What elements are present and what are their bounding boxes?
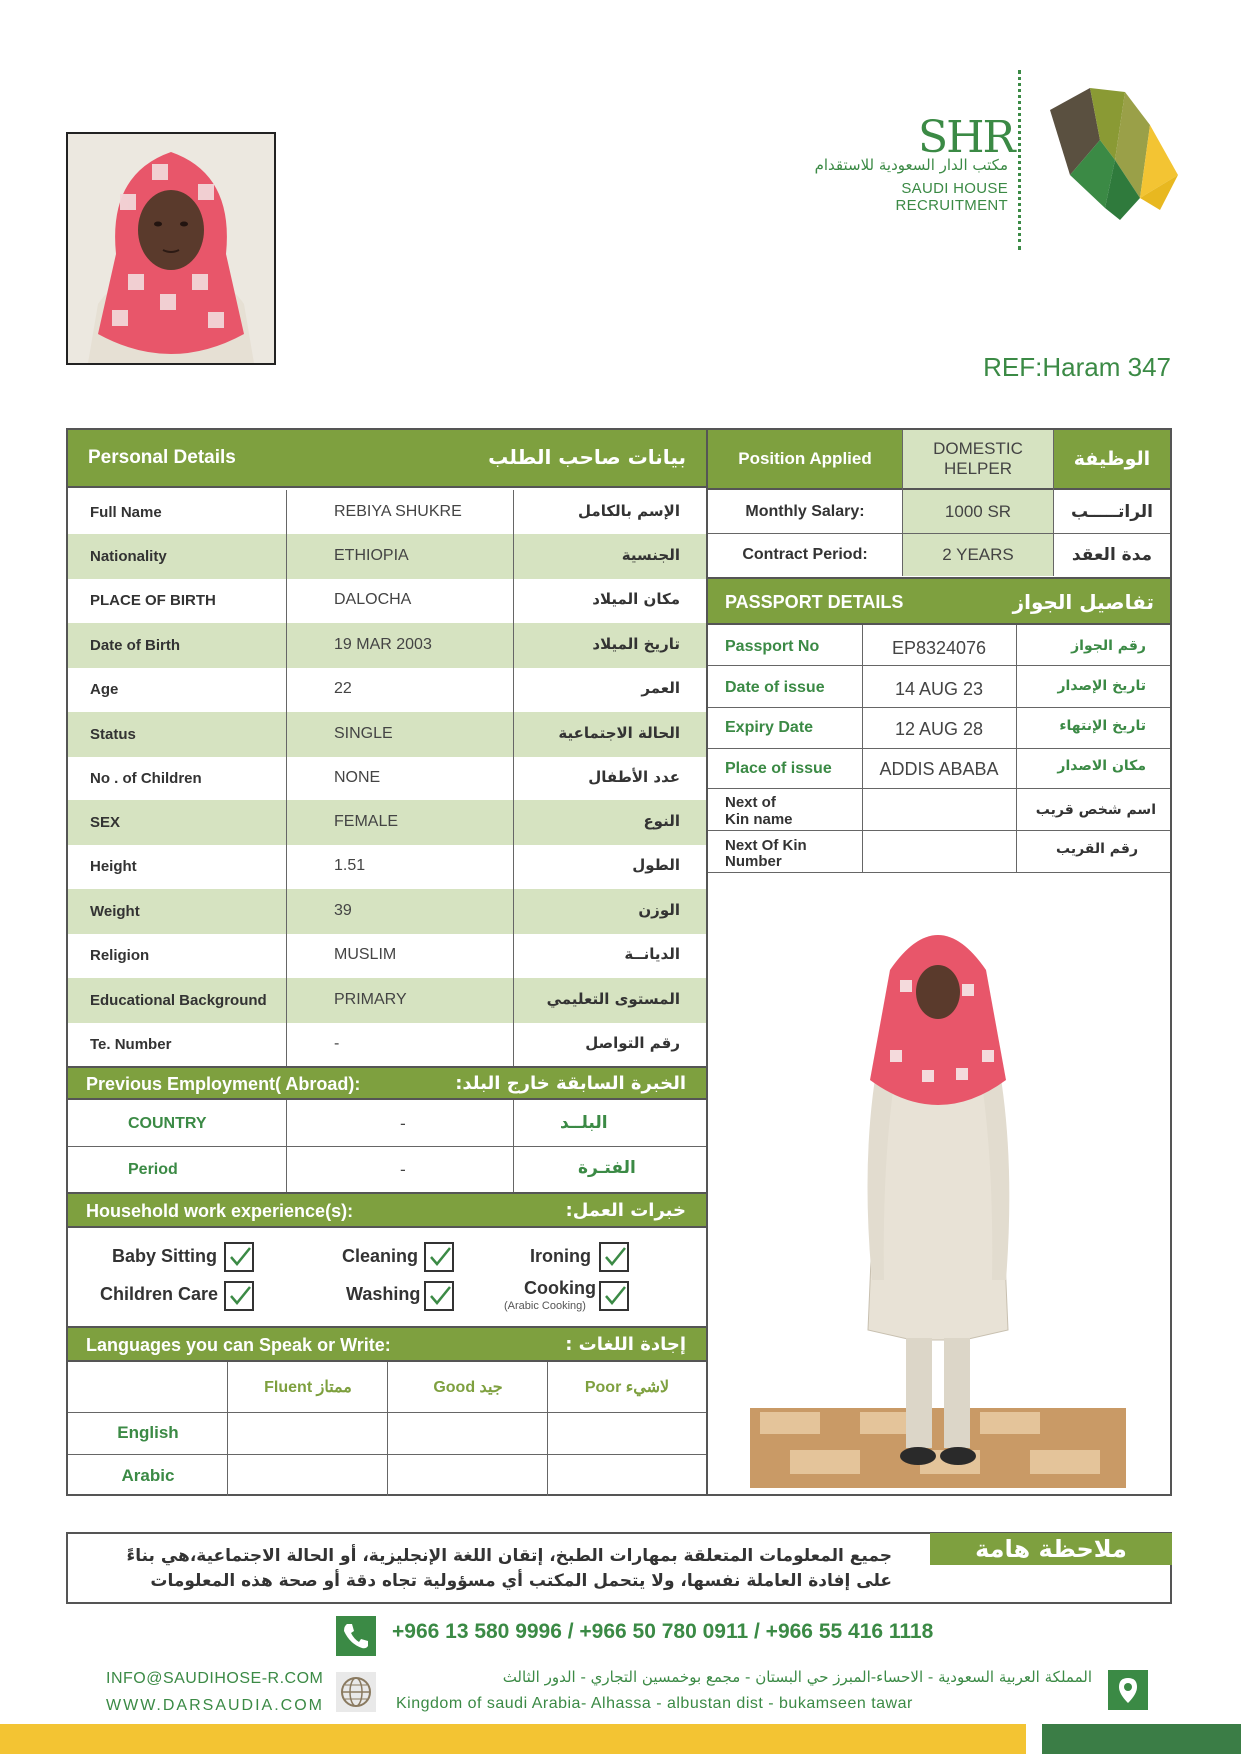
previous-period-label: Period bbox=[128, 1161, 178, 1178]
skill-ironing-checkbox[interactable] bbox=[599, 1242, 629, 1272]
language-arabic-label: Arabic bbox=[121, 1466, 175, 1485]
personal-row-nationality bbox=[68, 534, 706, 579]
field-label-ar: مكان الميلاد bbox=[592, 590, 680, 608]
field-label: Nationality bbox=[90, 548, 167, 565]
next-of-kin-number-label-line2: Number bbox=[725, 853, 782, 870]
field-label: Date of Birth bbox=[90, 637, 180, 654]
personal-row-religion bbox=[68, 933, 706, 978]
checkmark-icon bbox=[428, 1284, 452, 1308]
expiry-date-label: Expiry Date bbox=[725, 719, 814, 736]
checkmark-icon bbox=[603, 1245, 627, 1269]
contact-website[interactable]: WWW.DARSAUDIA.COM bbox=[106, 1697, 324, 1714]
monthly-salary-label: Monthly Salary: bbox=[745, 503, 865, 520]
date-of-issue-label: Date of issue bbox=[725, 679, 825, 696]
skill-cleaning-checkbox[interactable] bbox=[424, 1242, 454, 1272]
logo-mark: SHR bbox=[918, 112, 1014, 163]
date-of-issue-label-ar: تاريخ الإصدار bbox=[1057, 678, 1146, 694]
languages-title: Languages you can Speak or Write: bbox=[86, 1335, 391, 1355]
applicant-full-body-photo bbox=[750, 900, 1126, 1490]
field-value: ETHIOPIA bbox=[334, 547, 409, 564]
skill-baby-sitting-label: Baby Sitting bbox=[112, 1246, 218, 1266]
field-label: No . of Children bbox=[90, 770, 202, 787]
important-note-text bbox=[80, 1544, 892, 1594]
contact-email[interactable]: INFO@SAUDIHOSE-R.COM bbox=[106, 1670, 324, 1687]
household-header bbox=[68, 1192, 706, 1228]
field-label: Height bbox=[90, 858, 137, 875]
checkmark-icon bbox=[228, 1284, 252, 1308]
position-value-cell bbox=[903, 430, 1053, 488]
previous-employment-header bbox=[68, 1066, 706, 1100]
field-value: PRIMARY bbox=[334, 991, 407, 1008]
position-applied-label-ar: الوظيفة bbox=[1073, 448, 1151, 470]
date-of-issue-value: 14 AUG 23 bbox=[894, 679, 984, 699]
field-label-ar: العمر bbox=[641, 679, 680, 697]
field-label-ar: الجنسية bbox=[621, 546, 680, 564]
logo-english-name: SAUDI HOUSE RECRUITMENT bbox=[895, 180, 1008, 214]
previous-country-label-ar: البلــد bbox=[560, 1113, 608, 1133]
contract-label-ar-cell bbox=[1054, 534, 1170, 576]
contract-period-value: 2 YEARS bbox=[942, 545, 1014, 564]
grid-line bbox=[387, 1362, 388, 1496]
skill-ironing-label: Ironing bbox=[530, 1246, 591, 1266]
place-of-issue-value: ADDIS ABABA bbox=[879, 759, 999, 779]
place-of-issue-label: Place of issue bbox=[725, 760, 832, 777]
expiry-date-label-ar: تاريخ الإنتهاء bbox=[1059, 718, 1146, 734]
field-value: 19 MAR 2003 bbox=[334, 636, 432, 653]
address-english: Kingdom of saudi Arabia- Alhassa - albustan dist - bukamseen tawar bbox=[396, 1695, 913, 1712]
field-label-ar: الحالة الاجتماعية bbox=[558, 724, 680, 742]
next-of-kin-name-label-line1: Next of bbox=[725, 794, 776, 811]
passport-no-label-ar: رقم الجواز bbox=[1071, 638, 1146, 654]
previous-country-value: - bbox=[400, 1114, 406, 1133]
grid-line bbox=[902, 430, 903, 576]
grid-line bbox=[708, 830, 1170, 831]
field-label: Weight bbox=[90, 903, 140, 920]
grid-line bbox=[862, 625, 863, 872]
field-value: - bbox=[334, 1035, 340, 1052]
household-title: Household work experience(s): bbox=[86, 1201, 354, 1221]
position-applied-label: Position Applied bbox=[738, 449, 872, 468]
skill-cleaning-label: Cleaning bbox=[342, 1246, 419, 1266]
skill-baby-sitting-checkbox[interactable] bbox=[224, 1242, 254, 1272]
personal-row-status bbox=[68, 712, 706, 757]
personal-row-date-of-birth bbox=[68, 623, 706, 668]
contract-label-cell bbox=[708, 534, 902, 576]
field-value: MUSLIM bbox=[334, 946, 397, 963]
previous-employment-title-ar: الخبرة السابقة خارج البلد: bbox=[455, 1073, 686, 1094]
salary-label-ar-cell bbox=[1054, 490, 1170, 534]
skill-washing-checkbox[interactable] bbox=[424, 1281, 454, 1311]
passport-details-header bbox=[708, 577, 1170, 625]
grid-line bbox=[708, 872, 1170, 873]
passport-details-title: PASSPORT DETAILS bbox=[725, 592, 904, 612]
language-column-good: Good جيد bbox=[433, 1379, 503, 1396]
field-label: Status bbox=[90, 726, 136, 743]
field-value: 39 bbox=[334, 902, 352, 919]
personal-row-phone bbox=[68, 1022, 706, 1067]
field-value: DALOCHA bbox=[334, 591, 412, 608]
footer-yellow-bar bbox=[0, 1724, 1026, 1754]
personal-row-sex bbox=[68, 800, 706, 845]
personal-row-height bbox=[68, 844, 706, 889]
next-of-kin-name-label-ar: اسم شخص قريب bbox=[1035, 802, 1156, 818]
field-value: SINGLE bbox=[334, 725, 393, 742]
skill-cooking-label: Cooking bbox=[524, 1278, 596, 1298]
skill-washing-label: Washing bbox=[346, 1284, 421, 1304]
grid-line bbox=[513, 1100, 514, 1192]
personal-row-children bbox=[68, 756, 706, 801]
contract-period-label: Contract Period: bbox=[742, 546, 868, 563]
grid-line bbox=[286, 490, 287, 1066]
grid-line bbox=[1053, 430, 1054, 576]
grid-line bbox=[708, 748, 1170, 749]
field-label-ar: الديانــة bbox=[624, 945, 680, 963]
personal-row-age bbox=[68, 667, 706, 712]
skill-cooking-sublabel: (Arabic Cooking) bbox=[504, 1300, 586, 1312]
previous-employment-title: Previous Employment( Abroad): bbox=[86, 1074, 361, 1094]
saudi-map-logo-icon bbox=[1030, 80, 1180, 225]
language-column-poor: Poor لاشيء bbox=[584, 1379, 670, 1396]
location-pin-icon bbox=[1108, 1670, 1148, 1710]
expiry-date-value: 12 AUG 28 bbox=[894, 719, 984, 739]
grid-line bbox=[708, 665, 1170, 666]
personal-row-education bbox=[68, 978, 706, 1023]
logo-divider bbox=[1018, 70, 1021, 250]
field-label: Full Name bbox=[90, 504, 162, 521]
salary-value-cell bbox=[903, 490, 1053, 534]
personal-row-full-name bbox=[68, 490, 706, 535]
important-note-line1: جميع المعلومات المتعلقة بمهارات الطبخ، إتقان اللغة الإنجليزية، أو الحالة الاجتماعية،هي بناءً bbox=[126, 1546, 892, 1566]
language-english-label: English bbox=[117, 1423, 179, 1442]
important-note-line2: على إفادة العاملة نفسها، ولا يتحمل المكتب أي مسؤولية تجاه دقة أو صحة هذه المعلومات bbox=[150, 1571, 892, 1591]
field-value: REBIYA SHUKRE bbox=[334, 503, 462, 520]
applicant-portrait-photo bbox=[66, 132, 276, 365]
grid-line bbox=[68, 1146, 706, 1147]
checkmark-icon bbox=[228, 1245, 252, 1269]
field-label: PLACE OF BIRTH bbox=[90, 592, 216, 609]
position-label-ar-cell bbox=[1054, 430, 1170, 488]
languages-title-ar: إجادة اللغات : bbox=[565, 1334, 686, 1355]
field-value: 22 bbox=[334, 680, 352, 697]
field-label-ar: الطول bbox=[632, 856, 680, 874]
salary-label-cell bbox=[708, 490, 902, 534]
grid-line bbox=[708, 707, 1170, 708]
next-of-kin-number-label-line1: Next Of Kin bbox=[725, 837, 807, 854]
field-label: Educational Background bbox=[90, 992, 267, 1009]
field-label-ar: النوع bbox=[643, 812, 680, 830]
passport-no-value: EP8324076 bbox=[891, 638, 987, 658]
grid-line bbox=[286, 1100, 287, 1192]
personal-details-title: Personal Details bbox=[88, 447, 236, 468]
grid-line bbox=[227, 1362, 228, 1496]
skill-children-care-checkbox[interactable] bbox=[224, 1281, 254, 1311]
field-value: NONE bbox=[334, 769, 381, 786]
position-applied-value: DOMESTIC HELPER bbox=[933, 439, 1023, 478]
logo-arabic-name: مكتب الدار السعودية للاستقدام bbox=[814, 156, 1008, 174]
passport-no-label: Passport No bbox=[725, 638, 820, 655]
grid-line bbox=[1016, 625, 1017, 872]
next-of-kin-number-label-ar: رقم القريب bbox=[1056, 841, 1138, 857]
field-label-ar: الوزن bbox=[638, 901, 680, 919]
language-column-fluent: Fluent ممتاز bbox=[264, 1379, 352, 1396]
monthly-salary-label-ar: الراتـــــب bbox=[1070, 502, 1154, 522]
field-label: Religion bbox=[90, 947, 150, 964]
personal-row-weight bbox=[68, 889, 706, 934]
company-logo bbox=[790, 60, 1190, 240]
next-of-kin-name-label-line2: Kin name bbox=[725, 811, 793, 828]
important-note-title: ملاحظة هامة bbox=[930, 1533, 1172, 1565]
previous-period-value: - bbox=[400, 1160, 406, 1179]
field-label: SEX bbox=[90, 814, 121, 831]
skill-children-care-label: Children Care bbox=[100, 1284, 219, 1304]
position-applied-label-cell bbox=[708, 430, 902, 488]
reference-number: REF:Haram 347 bbox=[983, 352, 1171, 382]
field-label: Te. Number bbox=[90, 1036, 172, 1053]
contract-period-label-ar: مدة العقد bbox=[1071, 545, 1153, 565]
skill-cooking-checkbox[interactable] bbox=[599, 1281, 629, 1311]
field-label-ar: عدد الأطفال bbox=[588, 768, 680, 786]
field-label: Age bbox=[90, 681, 119, 698]
contract-value-cell bbox=[903, 534, 1053, 576]
field-value: FEMALE bbox=[334, 813, 399, 830]
personal-details-title-ar: بيانات صاحب الطلب bbox=[488, 445, 686, 469]
grid-line bbox=[708, 788, 1170, 789]
place-of-issue-label-ar: مكان الاصدار bbox=[1057, 758, 1146, 774]
personal-details-header bbox=[68, 430, 706, 488]
personal-row-place-of-birth bbox=[68, 578, 706, 623]
footer-green-bar bbox=[1042, 1724, 1241, 1754]
monthly-salary-value: 1000 SR bbox=[944, 502, 1012, 521]
phone-icon bbox=[336, 1616, 376, 1656]
passport-details-title-ar: تفاصيل الجواز bbox=[1012, 590, 1154, 614]
languages-header bbox=[68, 1326, 706, 1362]
address-arabic: المملكة العربية السعودية - الاحساء-المبرز حي البستان - مجمع بوخمسين التجاري - الدور الثالث bbox=[502, 1668, 1092, 1686]
field-label-ar: تاريخ الميلاد bbox=[592, 635, 680, 653]
checkmark-icon bbox=[603, 1284, 627, 1308]
grid-line bbox=[547, 1362, 548, 1496]
previous-period-label-ar: الفتـرة bbox=[578, 1158, 636, 1178]
field-label-ar: رقم التواصل bbox=[585, 1034, 680, 1052]
household-title-ar: خبرات العمل: bbox=[565, 1200, 686, 1221]
grid-line bbox=[513, 490, 514, 1066]
field-label-ar: الإسم بالكامل bbox=[578, 502, 680, 520]
field-label-ar: المستوى التعليمي bbox=[546, 990, 680, 1008]
previous-country-label: COUNTRY bbox=[128, 1115, 207, 1132]
contact-phone-numbers[interactable]: +966 13 580 9996 / +966 50 780 0911 / +966 55 416 1118 bbox=[392, 1620, 934, 1643]
checkmark-icon bbox=[428, 1245, 452, 1269]
field-value: 1.51 bbox=[334, 857, 366, 874]
globe-icon bbox=[336, 1672, 376, 1712]
